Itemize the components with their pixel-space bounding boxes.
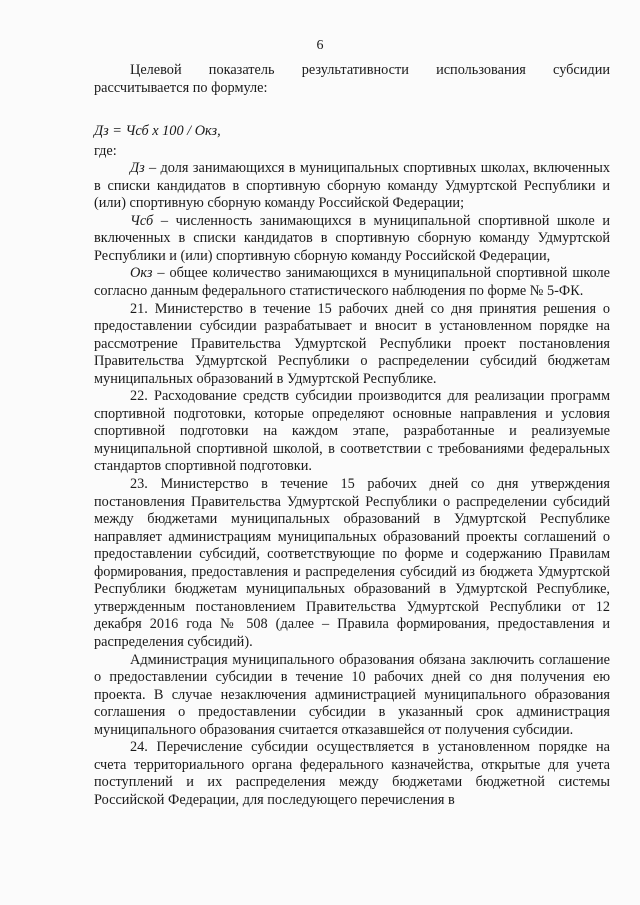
definition-dz-text: – доля занимающихся в муниципальных спортивных школах, включенных в списки кандидатов в спортивную сборную команду Удмуртской Республики и (или) спортивную сборную команду Российской Федерации; <box>94 160 610 212</box>
document-body <box>94 62 610 809</box>
paragraph-22: 22. Расходование средств субсидии производится для реализации программ спортивной подготовки, которые определяют основные направления и условия спортивной подготовки на каждом этапе, разработанные и реализуемые муниципальной спортивной школой, в соответствии с требованиями федеральных стандартов спортивной подготовки. <box>94 388 610 475</box>
paragraph-23-continued: Администрация муниципального образования обязана заключить соглашение о предоставлении субсидии в течение 10 рабочих дней со дня получения ею проекта. В случае незаключения администрацией муниципального образования соглашения о предоставлении субсидии в указанный срок администрация муниципального образования считается отказавшейся от получения субсидии. <box>94 651 610 738</box>
formula-where-label: где: <box>94 142 117 159</box>
definition-okz-text: – общее количество занимающихся в муниципальной спортивной школе согласно данным федерального статистического наблюдения по форме № 5-ФК. <box>94 265 610 300</box>
definition-dz <box>94 160 610 213</box>
term-chsb: Чсб <box>130 212 154 229</box>
paragraph-intro: Целевой показатель результативности использования субсидии рассчитывается по формуле: <box>94 62 610 96</box>
term-okz: Окз <box>130 265 153 282</box>
paragraph-21: 21. Министерство в течение 15 рабочих дней со дня принятия решения о предоставлении субсидии разрабатывает и вносит в установленном порядке на рассмотрение Правительства Удмуртской Республики проект постановления Правительства Удмуртской Республики о распределении субсидий бюджетам муниципальных образований в Удмуртской Республике. <box>94 300 610 387</box>
definition-chsb <box>94 213 610 266</box>
paragraph-23: 23. Министерство в течение 15 рабочих дней со дня утверждения постановления Правительства Удмуртской Республики о распределении субсидий между бюджетами муниципальных образований в Удмуртской Республике направляет администрациям муниципальных образований проекты соглашений о предоставлении субсидий, соответствующие по форме и содержанию Правилам формирования, предоставления и распределения субсидий из бюджета Удмуртской Республики бюджетам муниципальных образований в Удмуртской Республике, утвержденным постановлением Правительства Удмуртской Республики от 12 декабря 2016 года № 508 (далее – Правила формирования, предоставления и распределения субсидий). <box>94 476 610 650</box>
paragraph-24: 24. Перечисление субсидии осуществляется в установленном порядке на счета территориального органа федерального казначейства, открытые для учета поступлений и их распределения между бюджетами бюджетной системы Российской Федерации, для последующего перечисления в <box>94 739 610 808</box>
formula: Дз = Чсб x 100 / Окз, <box>94 123 221 140</box>
definition-chsb-text: – численность занимающихся в муниципальной спортивной школе и включенных в списки кандидатов в спортивную сборную команду Удмуртской Республики и (или) спортивную сборную команду Российской Федерации, <box>94 212 610 264</box>
term-dz: Дз <box>130 160 145 177</box>
definition-okz <box>94 265 610 300</box>
page-number: 6 <box>316 38 324 53</box>
